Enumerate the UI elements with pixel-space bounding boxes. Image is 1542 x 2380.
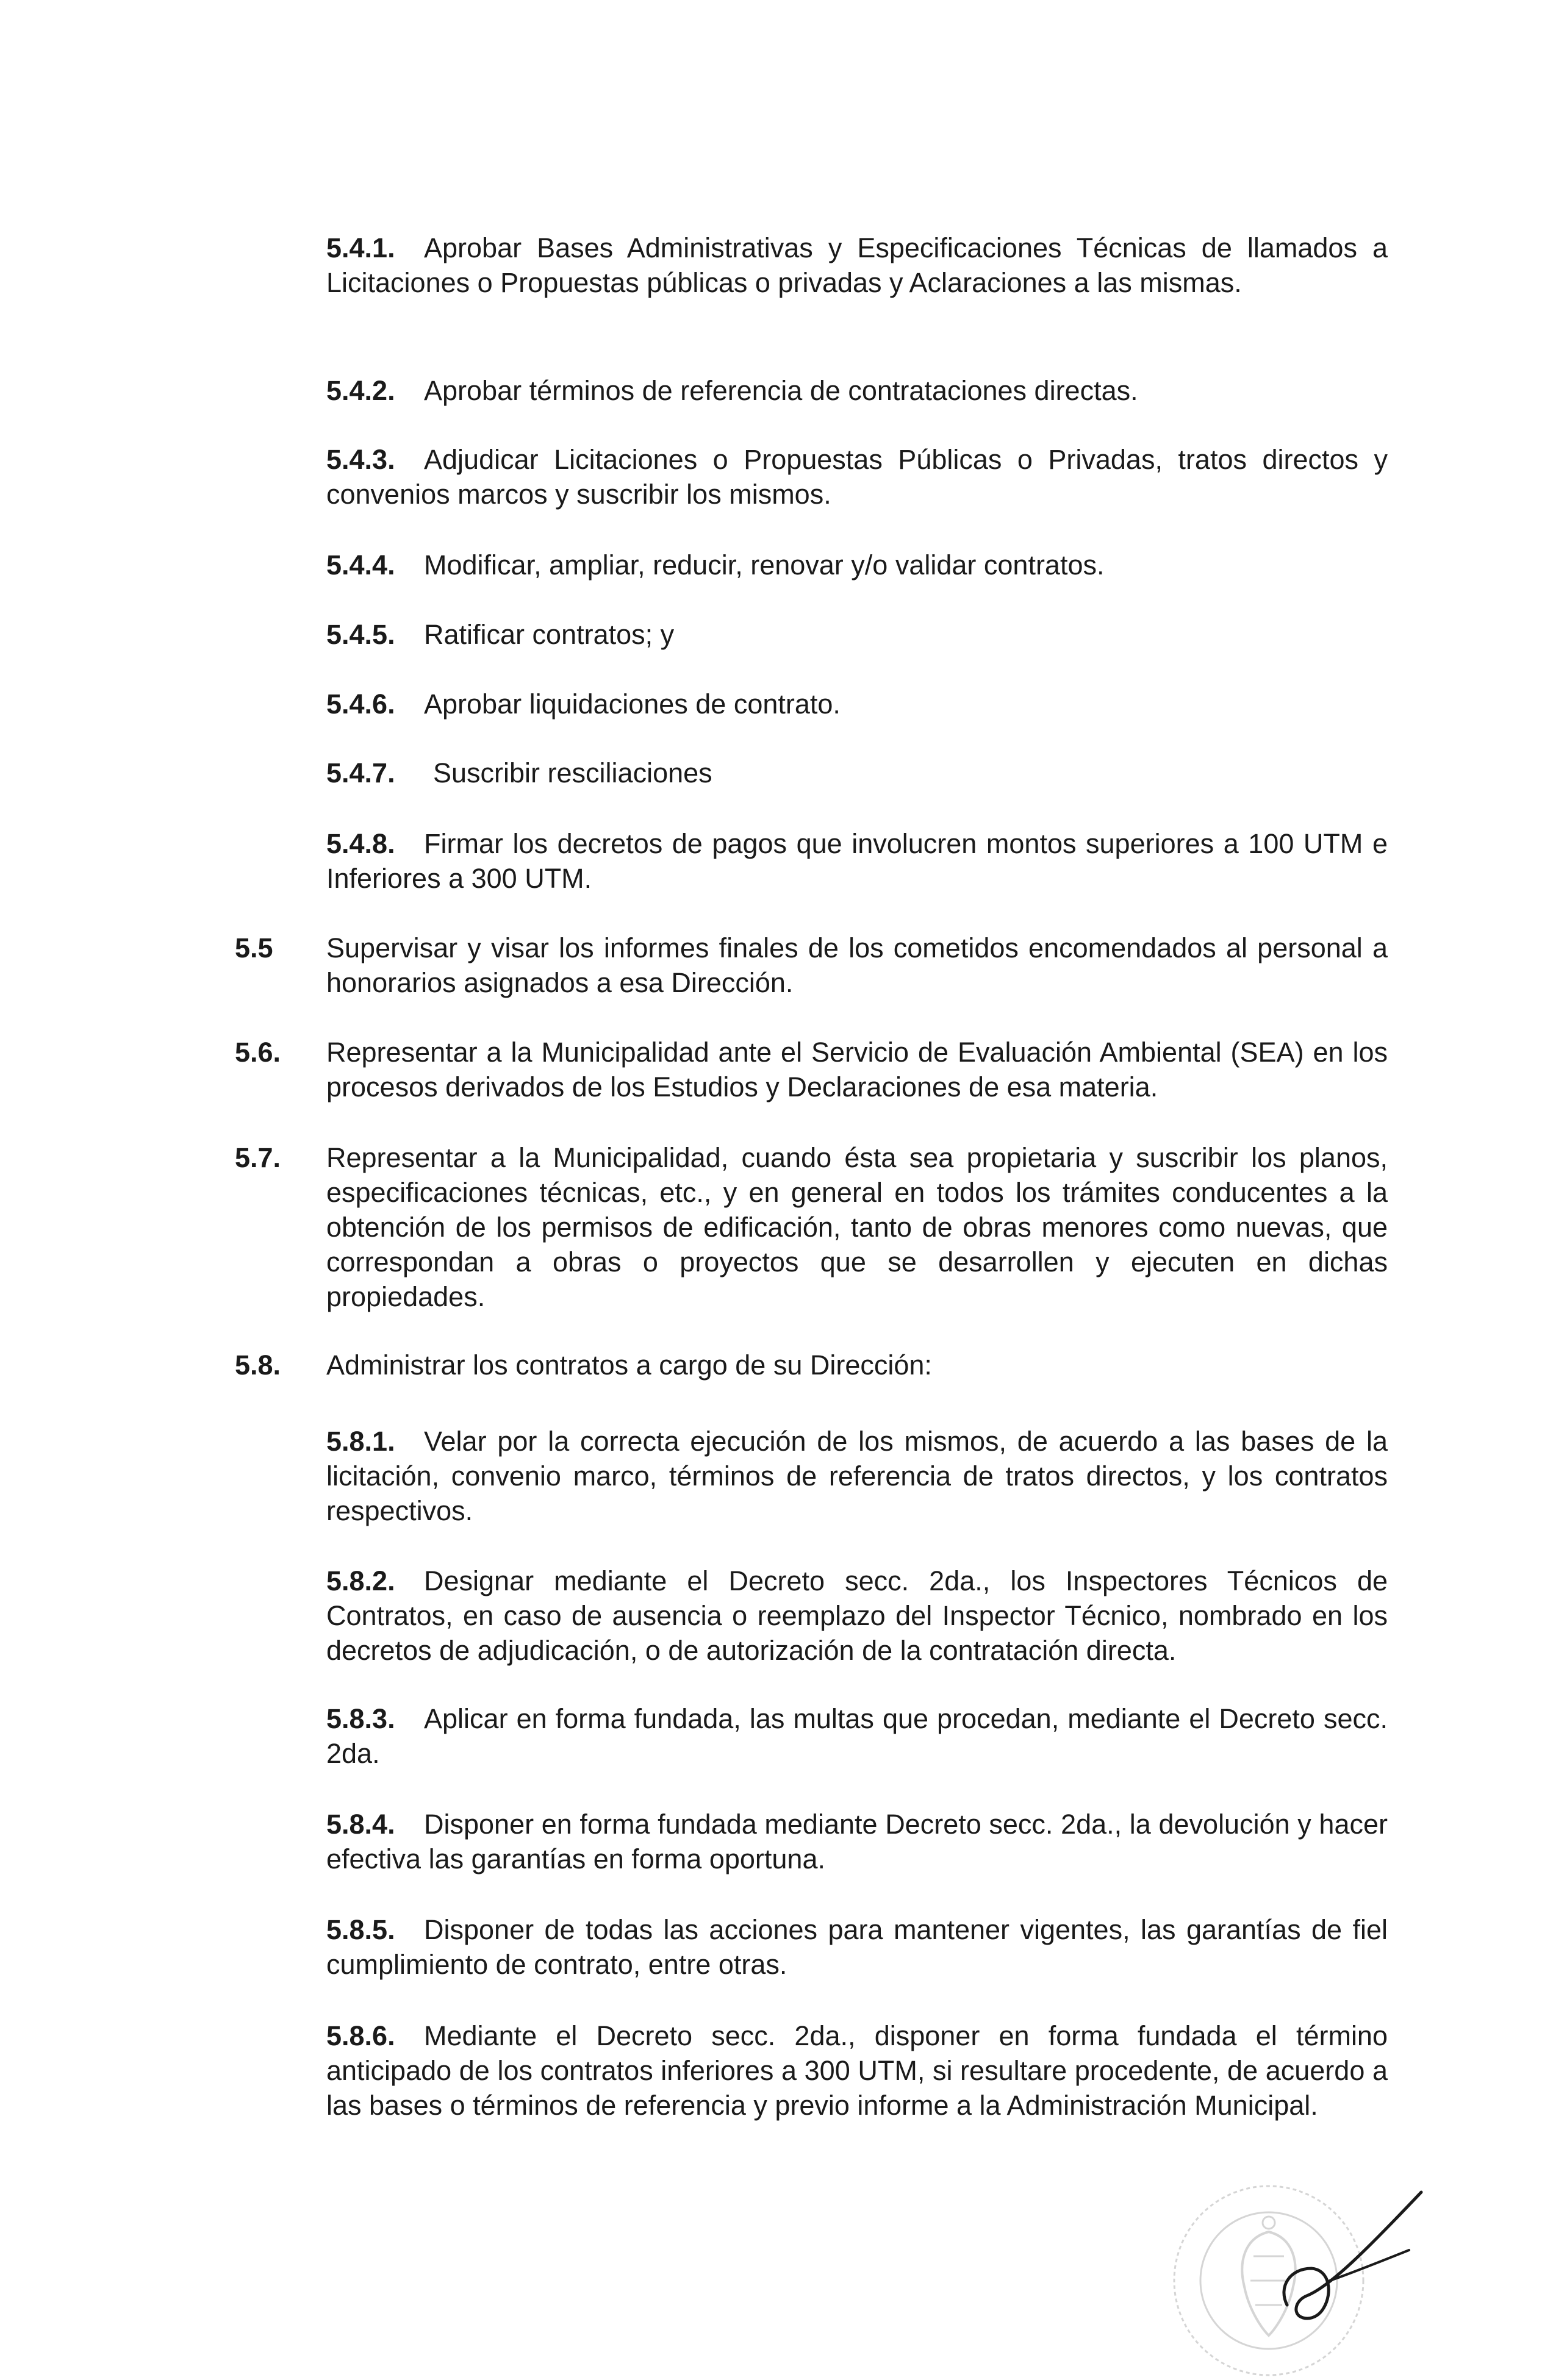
list-item xyxy=(326,1807,1388,1876)
item-number: 5.4.6. xyxy=(326,688,395,720)
item-text: Velar por la correcta ejecución de los mismos, de acuerdo a las bases de la licitación, convenio marco, términos de referencia de tratos directos, y los contratos respectivos. xyxy=(326,1426,1388,1526)
item-number: 5.8.5. xyxy=(326,1914,395,1945)
item-text: Modificar, ampliar, reducir, renovar y/o validar contratos. xyxy=(424,549,1105,581)
item-text: Suscribir resciliaciones xyxy=(433,757,712,788)
item-number: 5.8.1. xyxy=(326,1426,395,1457)
item-text: Disponer en forma fundada mediante Decreto secc. 2da., la devolución y hacer efectiva las garantías en forma oportuna. xyxy=(326,1809,1388,1874)
list-item xyxy=(326,687,1388,721)
item-text: Supervisar y visar los informes finales de los cometidos encomendados al personal a honorarios asignados a esa Dirección. xyxy=(326,932,1388,998)
item-number: 5.4.3. xyxy=(326,444,395,475)
list-item xyxy=(326,230,1388,300)
item-number: 5.4.4. xyxy=(326,549,395,581)
item-number: 5.4.8. xyxy=(326,828,395,859)
item-text: Representar a la Municipalidad ante el Servicio de Evaluación Ambiental (SEA) en los procesos derivados de los Estudios y Declaraciones de esa materia. xyxy=(326,1037,1388,1102)
item-text: Aplicar en forma fundada, las multas que procedan, mediante el Decreto secc. 2da. xyxy=(326,1703,1388,1769)
item-number: 5.8.4. xyxy=(326,1809,395,1840)
item-text: Ratificar contratos; y xyxy=(424,619,675,650)
list-item xyxy=(326,2018,1388,2123)
list-item xyxy=(326,1912,1388,1982)
list-item xyxy=(326,1424,1388,1528)
item-text: Mediante el Decreto secc. 2da., disponer en forma fundada el término anticipado de los contratos inferiores a 300 UTM, si resultare procedente, de acuerdo a las bases o términos de referencia y previo informe a la Administración Municipal. xyxy=(326,2020,1388,2121)
item-number: 5.8.3. xyxy=(326,1703,395,1734)
item-number: 5.4.1. xyxy=(326,232,395,263)
item-text: Representar a la Municipalidad, cuando ésta sea propietaria y suscribir los planos, especificaciones técnicas, etc., y en general en todos los trámites conducentes a la obtención de los permisos de edificación, tanto de obras menores como nuevas, que correspondan a obras o proyectos que se desarrollen y ejecuten en dichas propiedades. xyxy=(326,1142,1388,1312)
item-number: 5.4.2. xyxy=(326,375,395,406)
list-item xyxy=(326,617,1388,652)
list-item xyxy=(235,1140,1388,1314)
item-number: 5.8.6. xyxy=(326,2020,395,2051)
list-item xyxy=(326,1563,1388,1668)
item-number: 5.8. xyxy=(235,1349,281,1381)
item-text: Aprobar liquidaciones de contrato. xyxy=(424,688,841,720)
list-item xyxy=(326,826,1388,896)
item-text: Designar mediante el Decreto secc. 2da., los Inspectores Técnicos de Contratos, en caso de ausencia o reemplazo del Inspector Técnico, nombrado en los decretos de adjudicación, o de autorización de la contratación directa. xyxy=(326,1565,1388,1666)
item-number: 5.4.5. xyxy=(326,619,395,650)
item-text: Firmar los decretos de pagos que involucren montos superiores a 100 UTM e Inferiores a 300 UTM. xyxy=(326,828,1388,894)
item-text: Aprobar Bases Administrativas y Especificaciones Técnicas de llamados a Licitaciones o Propuestas públicas o privadas y Aclaraciones a las mismas. xyxy=(326,232,1388,298)
municipal-seal-stamp xyxy=(1147,2159,1427,2378)
list-item xyxy=(235,1348,1388,1382)
item-text: Aprobar términos de referencia de contrataciones directas. xyxy=(424,375,1138,406)
list-item xyxy=(326,548,1388,582)
item-text: Adjudicar Licitaciones o Propuestas Públicas o Privadas, tratos directos y convenios marcos y suscribir los mismos. xyxy=(326,444,1388,510)
list-item xyxy=(235,1035,1388,1104)
list-item xyxy=(326,442,1388,512)
item-text: Administrar los contratos a cargo de su Dirección: xyxy=(326,1349,932,1381)
signature-stroke xyxy=(1284,2192,1421,2318)
list-item xyxy=(326,373,1388,408)
list-item xyxy=(326,756,1388,790)
item-number: 5.5 xyxy=(235,932,273,963)
list-item xyxy=(235,931,1388,1000)
item-text: Disponer de todas las acciones para mantener vigentes, las garantías de fiel cumplimiento de contrato, entre otras. xyxy=(326,1914,1388,1980)
item-number: 5.6. xyxy=(235,1037,281,1068)
item-number: 5.4.7. xyxy=(326,757,395,788)
item-number: 5.8.2. xyxy=(326,1565,395,1596)
item-number: 5.7. xyxy=(235,1142,281,1173)
list-item xyxy=(326,1701,1388,1771)
